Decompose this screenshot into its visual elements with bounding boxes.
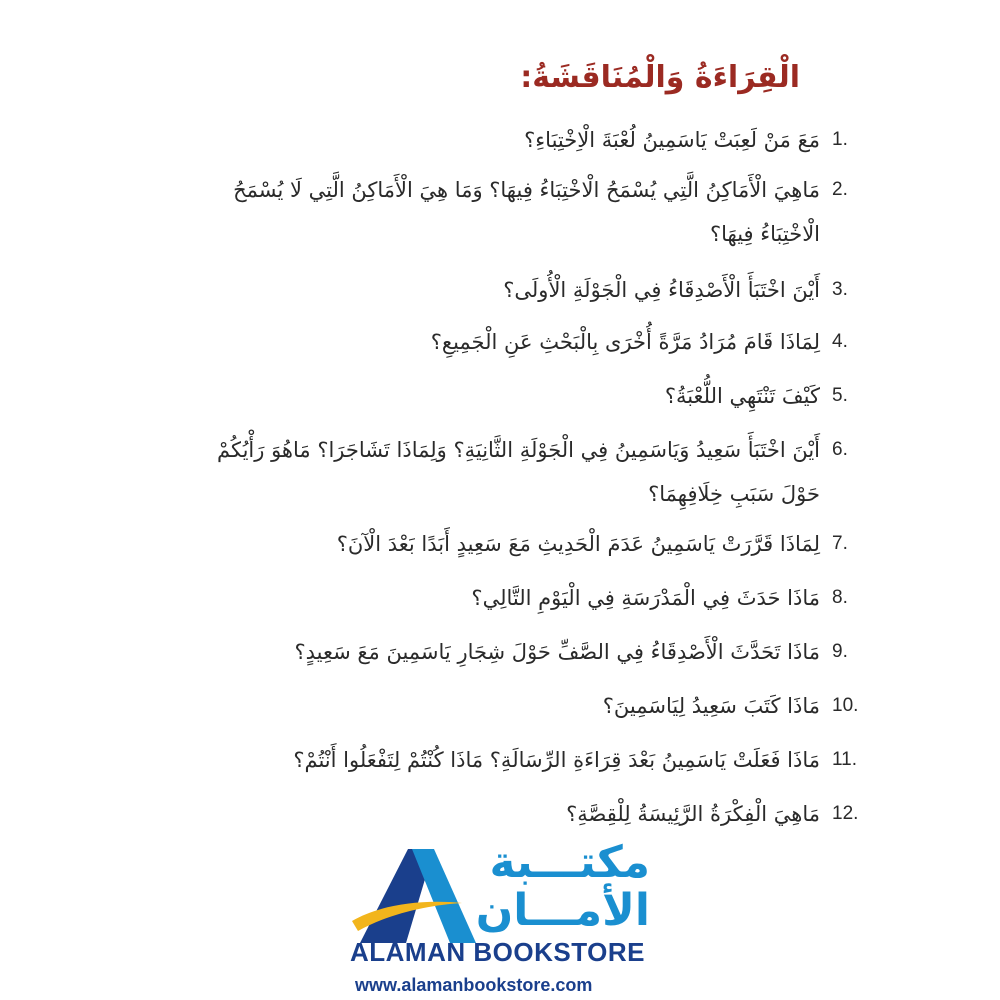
question-text: أَيْنَ اخْتَبَأَ سَعِيدُ وَيَاسَمِينُ فِي الْجَوْلَةِ الثَّانِيَةِ؟ وَلِمَاذَا تَشَاجَرَا؟ مَاهُوَ رَأْيُكُمْ حَوْلَ سَبَبِ خِلَافِهِمَا؟	[217, 438, 820, 506]
logo-arabic-line1: مكتـــبة	[489, 837, 650, 888]
question-text: لِمَاذَا قَرَّرَتْ يَاسَمِينُ عَدَمَ الْحَدِيثِ مَعَ سَعِيدٍ أَبَدًا بَعْدَ الْآنَ؟	[336, 532, 820, 556]
logo-english-text: ALAMAN BOOKSTORE	[350, 937, 645, 967]
list-item	[200, 684, 859, 728]
question-text: لِمَاذَا قَامَ مُرَادُ مَرَّةً أُخْرَى بِالْبَحْثِ عَنِ الْجَمِيعِ؟	[430, 330, 820, 354]
question-number: 9.	[832, 641, 848, 662]
question-number: 2.	[832, 179, 848, 200]
question-number: 4.	[832, 331, 848, 352]
question-text: مَاذَا فَعَلَتْ يَاسَمِينُ بَعْدَ قِرَاءَةِ الرِّسَالَةِ؟ مَاذَا كُنْتُمْ لِتَفْعَلُوا أَنْتُمْ؟	[293, 748, 820, 772]
question-number: 8.	[832, 587, 848, 608]
question-text: مَاذَا حَدَثَ فِي الْمَدْرَسَةِ فِي الْيَوْمِ التَّالِي؟	[471, 586, 820, 610]
logo-arabic-line2: الأمـــان	[475, 885, 650, 936]
list-item	[200, 168, 848, 256]
question-text: مَعَ مَنْ لَعِبَتْ يَاسَمِينُ لُعْبَةَ الْاِخْتِبَاءِ؟	[524, 128, 820, 152]
question-number: 5.	[832, 385, 848, 406]
question-number: 12.	[832, 803, 859, 824]
question-number: 10.	[832, 695, 859, 716]
question-number: 11.	[832, 749, 858, 770]
list-item	[200, 522, 848, 566]
question-text: مَاذَا كَتَبَ سَعِيدُ لِيَاسَمِينَ؟	[602, 694, 820, 718]
logo-arabic-text	[475, 837, 650, 936]
question-text: كَيْفَ تَنْتَهِي اللُّعْبَةُ؟	[664, 384, 820, 408]
website-url: www.alamanbookstore.com	[355, 975, 593, 995]
list-item	[200, 320, 848, 364]
question-text: مَاهِيَ الْأَمَاكِنُ الَّتِي يُسْمَحُ الْاخْتِبَاءُ فِيهَا؟ وَمَا هِيَ الْأَمَاكِنُ الَّتِي لَا يُسْمَحُ الْاخْتِبَاءُ فِيهَا؟	[233, 178, 820, 246]
section-title: الْقِرَاءَةُ وَالْمُنَاقَشَةُ:	[520, 60, 800, 95]
question-text: مَاهِيَ الْفِكْرَةُ الرَّئِيسَةُ لِلْقِصَّةِ؟	[566, 802, 820, 826]
list-item	[200, 428, 848, 516]
question-number: 7.	[832, 533, 848, 554]
list-item	[200, 576, 848, 620]
question-number: 1.	[832, 129, 848, 150]
bookstore-logo	[330, 835, 660, 985]
list-item	[200, 630, 848, 674]
list-item	[200, 792, 859, 836]
list-item	[200, 738, 858, 782]
question-number: 3.	[832, 279, 848, 300]
list-item	[200, 118, 848, 162]
list-item	[200, 268, 848, 312]
question-number: 6.	[832, 439, 848, 460]
question-text: أَيْنَ اخْتَبَأَ الْأَصْدِقَاءُ فِي الْجَوْلَةِ الْأُولَى؟	[503, 278, 820, 302]
list-item	[200, 374, 848, 418]
question-text: مَاذَا تَحَدَّثَ الْأَصْدِقَاءُ فِي الصَّفِّ حَوْلَ شِجَارِ يَاسَمِينَ مَعَ سَعِيدٍ؟	[294, 640, 820, 664]
